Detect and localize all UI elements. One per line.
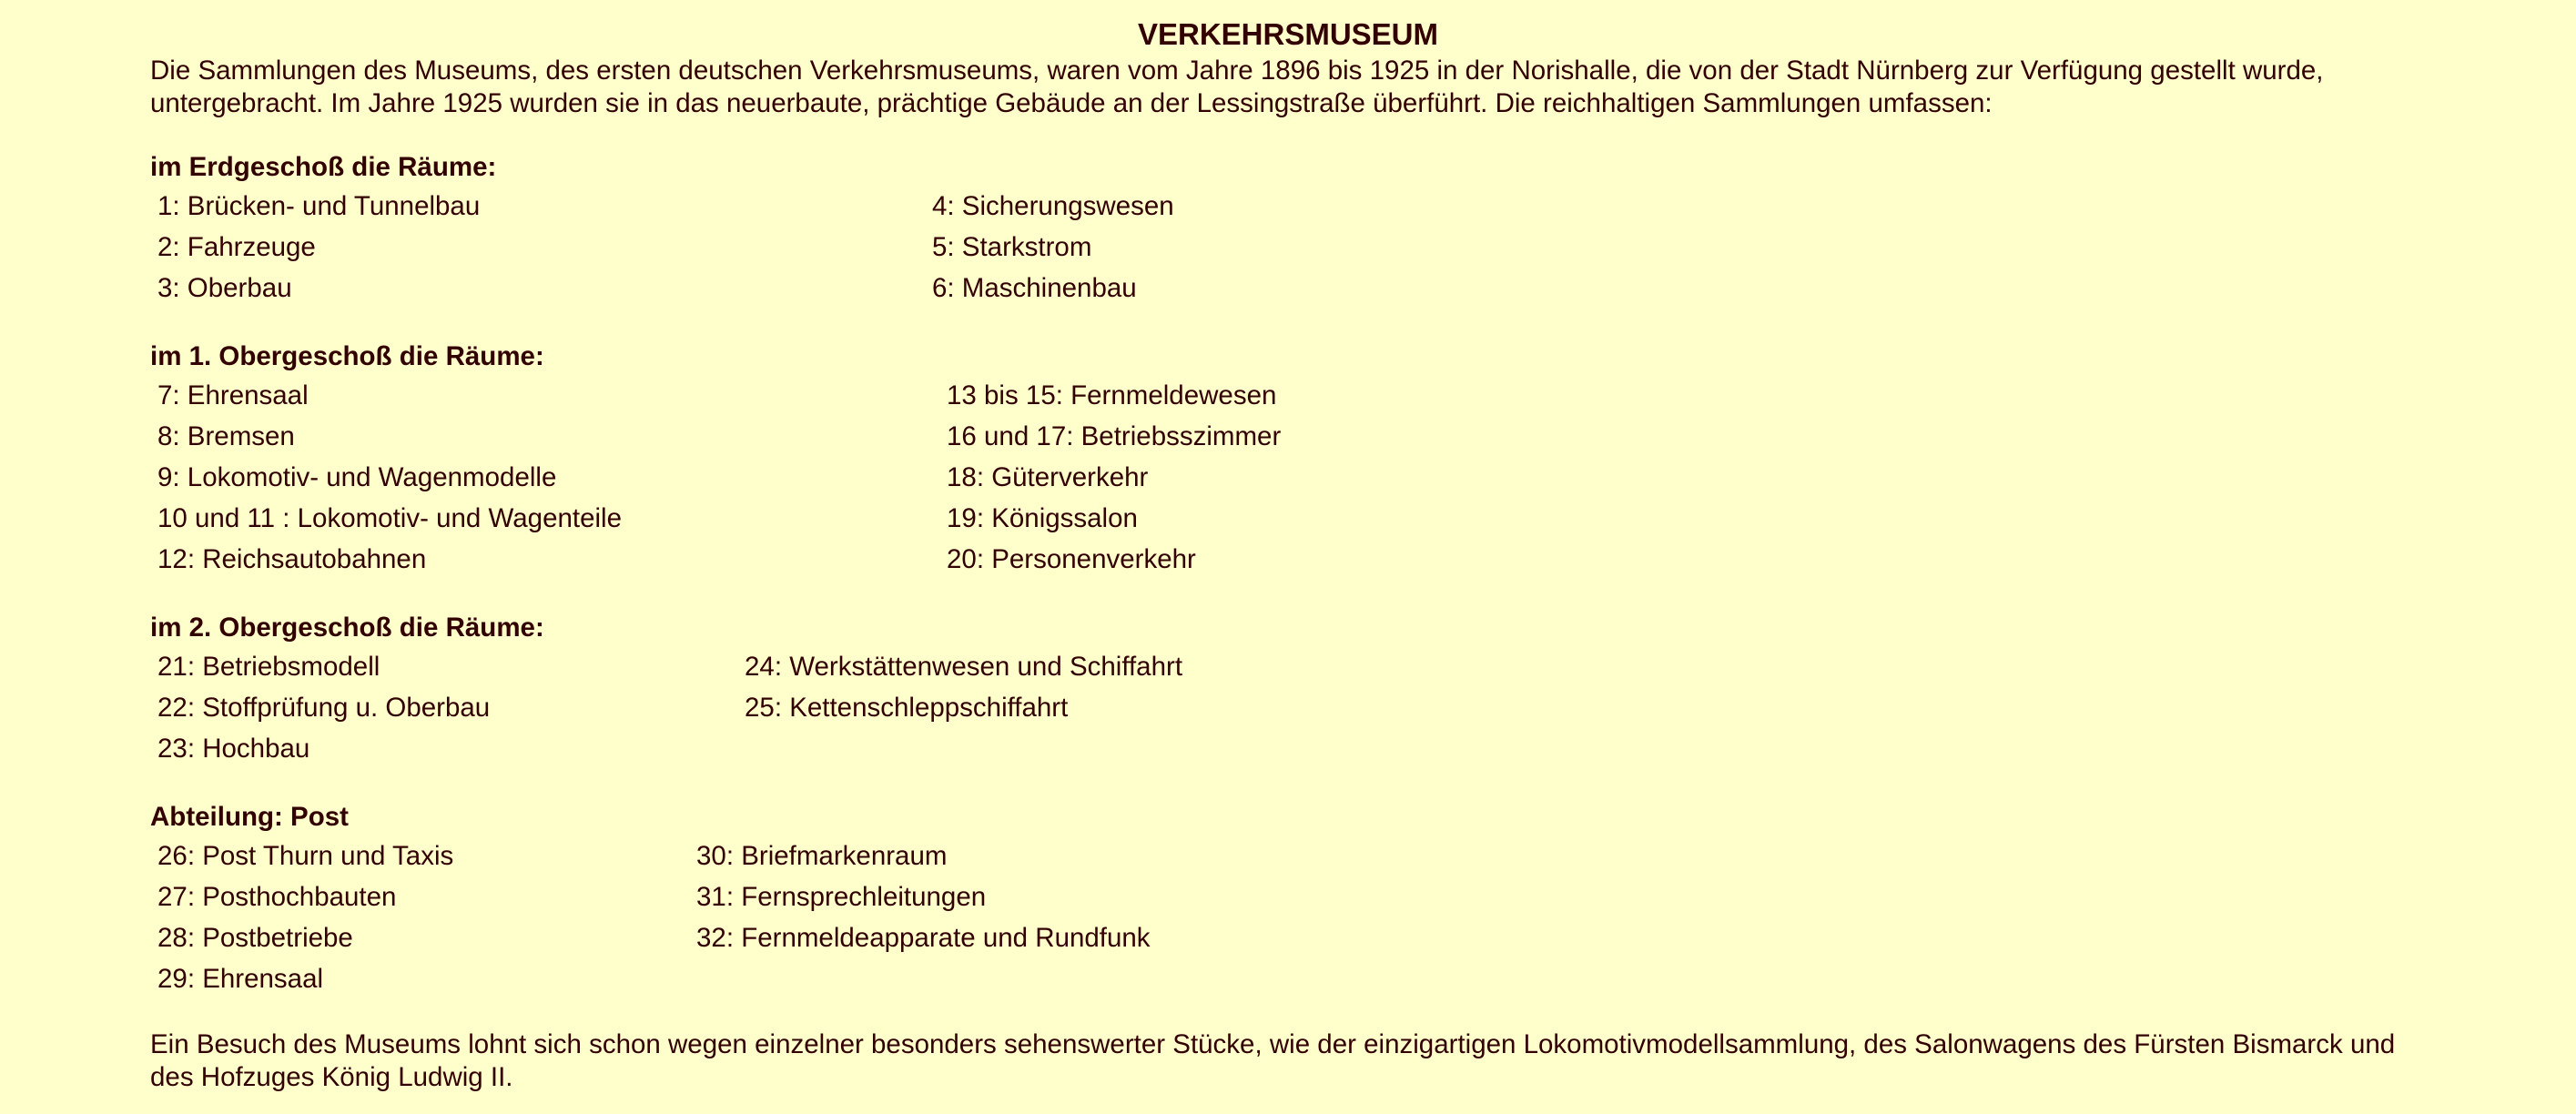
room-list-right [947, 380, 1281, 584]
room-list-right [696, 840, 1151, 963]
section-second-floor [150, 612, 2426, 764]
outro-paragraph: Ein Besuch des Museums lohnt sich schon wegen einzelner besonders sehenswerter Stücke, wie der einzigartigen Lokomotivmodellsammlung, des Salonwagens des Fürsten Bismarck und des Hofzuges König Ludwig II. [150, 1029, 2396, 1092]
room-item: 5: Starkstrom [932, 232, 1092, 262]
room-item: 26: Post Thurn und Taxis [157, 841, 454, 871]
room-item: 10 und 11 : Lokomotiv- und Wagenteile [157, 503, 623, 533]
section-heading: im 1. Obergeschoß die Räume: [150, 341, 544, 371]
room-item: 20: Personenverkehr [947, 544, 1196, 574]
section-post [150, 801, 2426, 994]
room-item: 28: Postbetriebe [157, 923, 353, 953]
room-item: 2: Fahrzeuge [157, 232, 316, 262]
room-item: 1: Brücken- und Tunnelbau [157, 191, 481, 221]
room-list-left [157, 840, 453, 1004]
room-list-right [745, 651, 1182, 733]
room-item: 29: Ehrensaal [157, 964, 324, 994]
section-first-floor [150, 340, 2426, 574]
room-item: 27: Posthochbauten [157, 882, 397, 912]
room-item: 9: Lokomotiv- und Wagenmodelle [157, 462, 557, 492]
room-item: 24: Werkstättenwesen und Schiffahrt [745, 652, 1183, 682]
room-item: 23: Hochbau [157, 734, 310, 764]
intro-paragraph: Die Sammlungen des Museums, des ersten deutschen Verkehrsmuseums, waren vom Jahre 1896 bis 1925 in der Norishalle, die von der Stadt Nürnberg zur Verfügung gestellt wurde, untergebracht. Im Jahre 1925 wurden sie in das neuerbaute, prächtige Gebäude an der Lessingstraße überführt. Die reichhaltigen Sammlungen umfassen: [150, 56, 2324, 118]
room-list-left [157, 190, 480, 313]
section-heading: Abteilung: Post [150, 802, 349, 832]
room-item: 18: Güterverkehr [947, 462, 1149, 492]
room-item: 16 und 17: Betriebsszimmer [947, 421, 1282, 451]
room-item: 6: Maschinenbau [932, 273, 1137, 303]
room-list-left [157, 651, 490, 774]
section-heading: im 2. Obergeschoß die Räume: [150, 613, 544, 643]
room-item: 12: Reichsautobahnen [157, 544, 427, 574]
page-title: VERKEHRSMUSEUM [1137, 17, 1439, 51]
room-list-left [157, 380, 622, 584]
room-item: 19: Königssalon [947, 503, 1138, 533]
room-list-right [932, 190, 1174, 313]
room-item: 22: Stoffprüfung u. Oberbau [157, 693, 491, 723]
room-item: 25: Kettenschleppschiffahrt [745, 693, 1069, 723]
room-item: 3: Oberbau [157, 273, 292, 303]
room-item: 7: Ehrensaal [157, 380, 309, 410]
room-item: 31: Fernsprechleitungen [696, 882, 987, 912]
section-heading: im Erdgeschoß die Räume: [150, 152, 497, 182]
section-ground-floor [150, 151, 2426, 303]
room-item: 4: Sicherungswesen [932, 191, 1174, 221]
room-item: 8: Bremsen [157, 421, 295, 451]
room-item: 32: Fernmeldeapparate und Rundfunk [696, 923, 1151, 953]
room-item: 30: Briefmarkenraum [696, 841, 948, 871]
room-item: 21: Betriebsmodell [157, 652, 380, 682]
room-item: 13 bis 15: Fernmeldewesen [947, 380, 1277, 410]
